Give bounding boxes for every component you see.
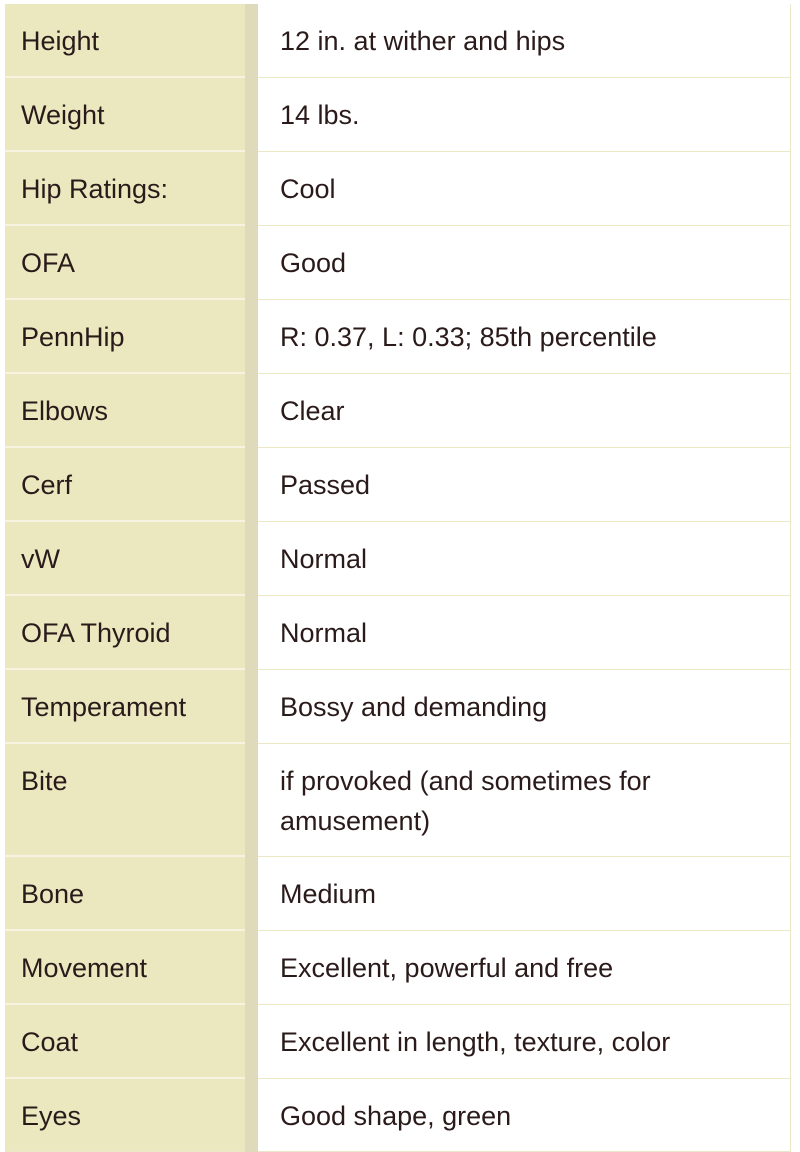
row-value: R: 0.37, L: 0.33; 85th percentile [252,299,791,373]
row-label: Height [5,4,252,77]
row-value: Good shape, green [252,1078,791,1152]
table-row-hip-ratings [5,151,791,225]
row-label: Bone [5,856,252,930]
row-label: Coat [5,1004,252,1078]
table-row-bone [5,856,791,930]
row-value: Good [252,225,791,299]
row-value: if provoked (and sometimes for amusement) [252,743,791,856]
table-row-pennhip [5,299,791,373]
row-value: Medium [252,856,791,930]
row-value: Excellent in length, texture, color [252,1004,791,1078]
row-label: Elbows [5,373,252,447]
row-value: Excellent, powerful and free [252,930,791,1004]
row-label: Bite [5,743,252,856]
row-value: Normal [252,521,791,595]
row-value: Cool [252,151,791,225]
row-label: PennHip [5,299,252,373]
row-label: vW [5,521,252,595]
table-row-coat [5,1004,791,1078]
row-label: Temperament [5,669,252,743]
row-label: Eyes [5,1078,252,1152]
row-label: OFA Thyroid [5,595,252,669]
table-row-elbows [5,373,791,447]
row-value: Passed [252,447,791,521]
table-row-vw [5,521,791,595]
row-value: 14 lbs. [252,77,791,151]
row-label: Hip Ratings: [5,151,252,225]
table-row-weight [5,77,791,151]
row-value: Normal [252,595,791,669]
table-body [5,4,791,1152]
table-row-ofa-thyroid [5,595,791,669]
row-label: Weight [5,77,252,151]
dog-attributes-table [5,4,791,1152]
table-row-cerf [5,447,791,521]
table-row-temperament [5,669,791,743]
table-row-ofa [5,225,791,299]
row-label: OFA [5,225,252,299]
row-label: Movement [5,930,252,1004]
table-row-movement [5,930,791,1004]
row-value: 12 in. at wither and hips [252,4,791,77]
row-value: Bossy and demanding [252,669,791,743]
row-value: Clear [252,373,791,447]
row-label: Cerf [5,447,252,521]
table-row-eyes [5,1078,791,1152]
table-row-bite [5,743,791,856]
table-row-height [5,4,791,77]
